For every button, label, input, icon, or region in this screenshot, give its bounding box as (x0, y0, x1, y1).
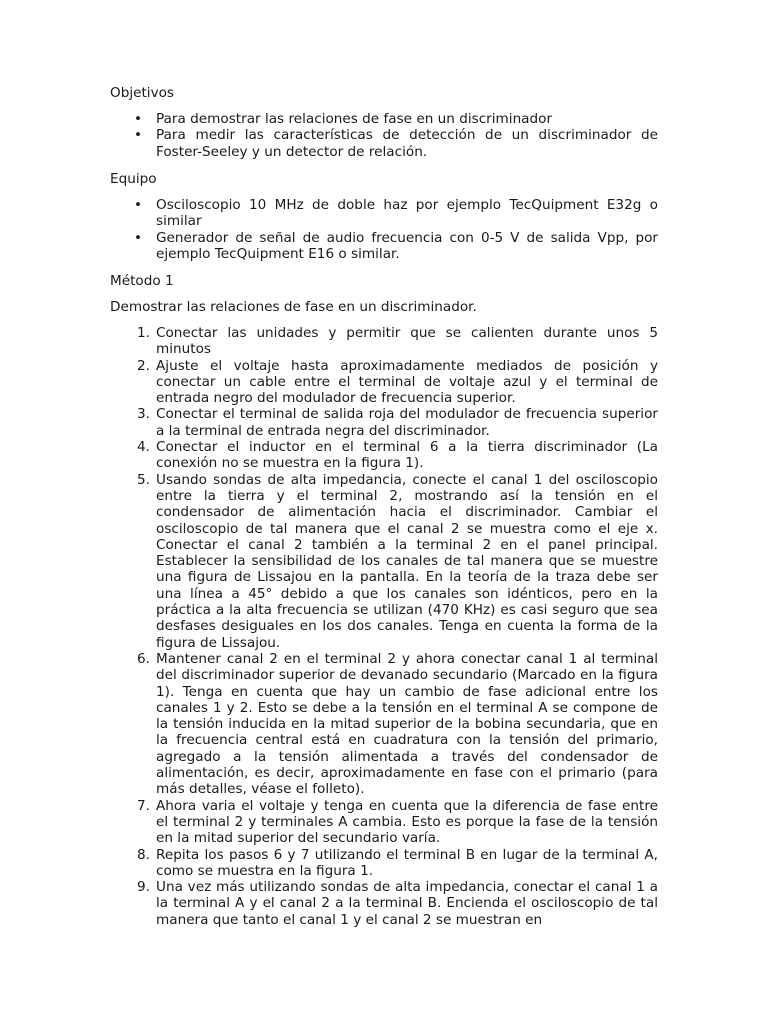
step-text: Conectar las unidades y permitir que se calienten durante unos 5 minutos (156, 325, 658, 358)
step-number: 4. (137, 439, 150, 456)
list-item (110, 798, 658, 847)
list-item (110, 439, 658, 472)
step-text: Ajuste el voltaje hasta aproximadamente mediados de posición y conectar un cable entre el terminal de voltaje azul y el terminal de entrada negro del modulador de frecuencia superior. (156, 357, 658, 407)
step-number: 1. (137, 325, 150, 341)
bullet-item: • Generador de señal de audio frecuencia con 0-5 V de salida Vpp, por ejemplo TecQuipment E16 o similar. (110, 230, 658, 263)
list-item (110, 472, 658, 651)
step-text: Mantener canal 2 en el terminal 2 y ahora conectar canal 1 al terminal del discriminador superior de devanado secundario (Marcado en la figura 1). Tenga en cuenta que hay un cambio de fase adicional entre los canales 1 y 2. Esto se debe a la tensión en el terminal A se compone de la tensión inducida en la mitad superior de la bobina secundaria, que en la frecuencia central está en cuadratura con la tensión del primario, agregado a la tensión alimentada a través del condensador de alimentación, es decir, aproximadamente en fase con el primario (para más detalles, véase el folleto). (156, 650, 658, 798)
step-number: 9. (137, 879, 150, 896)
step-text: Ahora varia el voltaje y tenga en cuenta que la diferencia de fase entre el terminal 2 y terminales A cambia. Esto es porque la fase de la tensión en la mitad superior del secundario varía. (156, 797, 658, 847)
steps-list (110, 325, 658, 928)
list-item (110, 325, 658, 358)
equipo-heading: Equipo (110, 171, 157, 187)
step-number: 7. (137, 797, 150, 814)
step-number: 8. (137, 846, 150, 863)
bullet-item: • Para medir las características de detección de un discriminador de Foster-Seeley y un detector de relación. (110, 127, 658, 160)
list-item (110, 847, 658, 880)
list-item (110, 651, 658, 798)
bullet-item: • Para demostrar las relaciones de fase en un discriminador (110, 111, 658, 127)
step-number: 2. (137, 357, 150, 374)
list-item (110, 406, 658, 439)
step-text: Una vez más utilizando sondas de alta impedancia, conectar el canal 1 a la terminal A y el canal 2 a la terminal B. Encienda el osciloscopio de tal manera que tanto el canal 1 y el canal 2 se muestran en (156, 879, 658, 928)
list-item (110, 879, 658, 928)
metodo-heading: Método 1 (110, 273, 174, 289)
metodo-intro: Demostrar las relaciones de fase en un discriminador. (110, 299, 477, 315)
step-text: Conectar el inductor en el terminal 6 a la tierra discriminador (La conexión no se muestra en la figura 1). (156, 439, 658, 472)
step-number: 6. (137, 650, 150, 667)
step-number: 5. (137, 471, 150, 488)
step-text: Repita los pasos 6 y 7 utilizando el terminal B en lugar de la terminal A, como se muestra en la figura 1. (156, 846, 658, 879)
objetivos-list (110, 111, 658, 160)
step-number: 3. (137, 406, 150, 423)
list-item (110, 358, 658, 407)
bullet-item: • Osciloscopio 10 MHz de doble haz por ejemplo TecQuipment E32g o similar (110, 197, 658, 230)
step-text: Conectar el terminal de salida roja del modulador de frecuencia superior a la terminal de entrada negra del discriminador. (156, 406, 658, 439)
equipo-list (110, 197, 658, 262)
step-text: Usando sondas de alta impedancia, conecte el canal 1 del osciloscopio entre la tierra y el terminal 2, mostrando así la tensión en el condensador de alimentación hacia el discriminador. Cambiar el osciloscopio de tal manera que el canal 2 se muestra como el eje x. Conectar el canal 2 también a la terminal 2 en el panel principal. Establecer la sensibilidad de los canales de tal manera que se muestre una figura de Lissajou en la pantalla. En la teoría de la traza debe ser una línea a 45° debido a que los canales son idénticos, pero en la práctica a la alta frecuencia se utilizan (470 KHz) es casi seguro que sea desfases desiguales en los dos canales. Tenga en cuenta la forma de la figura de Lissajou. (156, 471, 658, 651)
objetivos-heading: Objetivos (110, 85, 175, 101)
